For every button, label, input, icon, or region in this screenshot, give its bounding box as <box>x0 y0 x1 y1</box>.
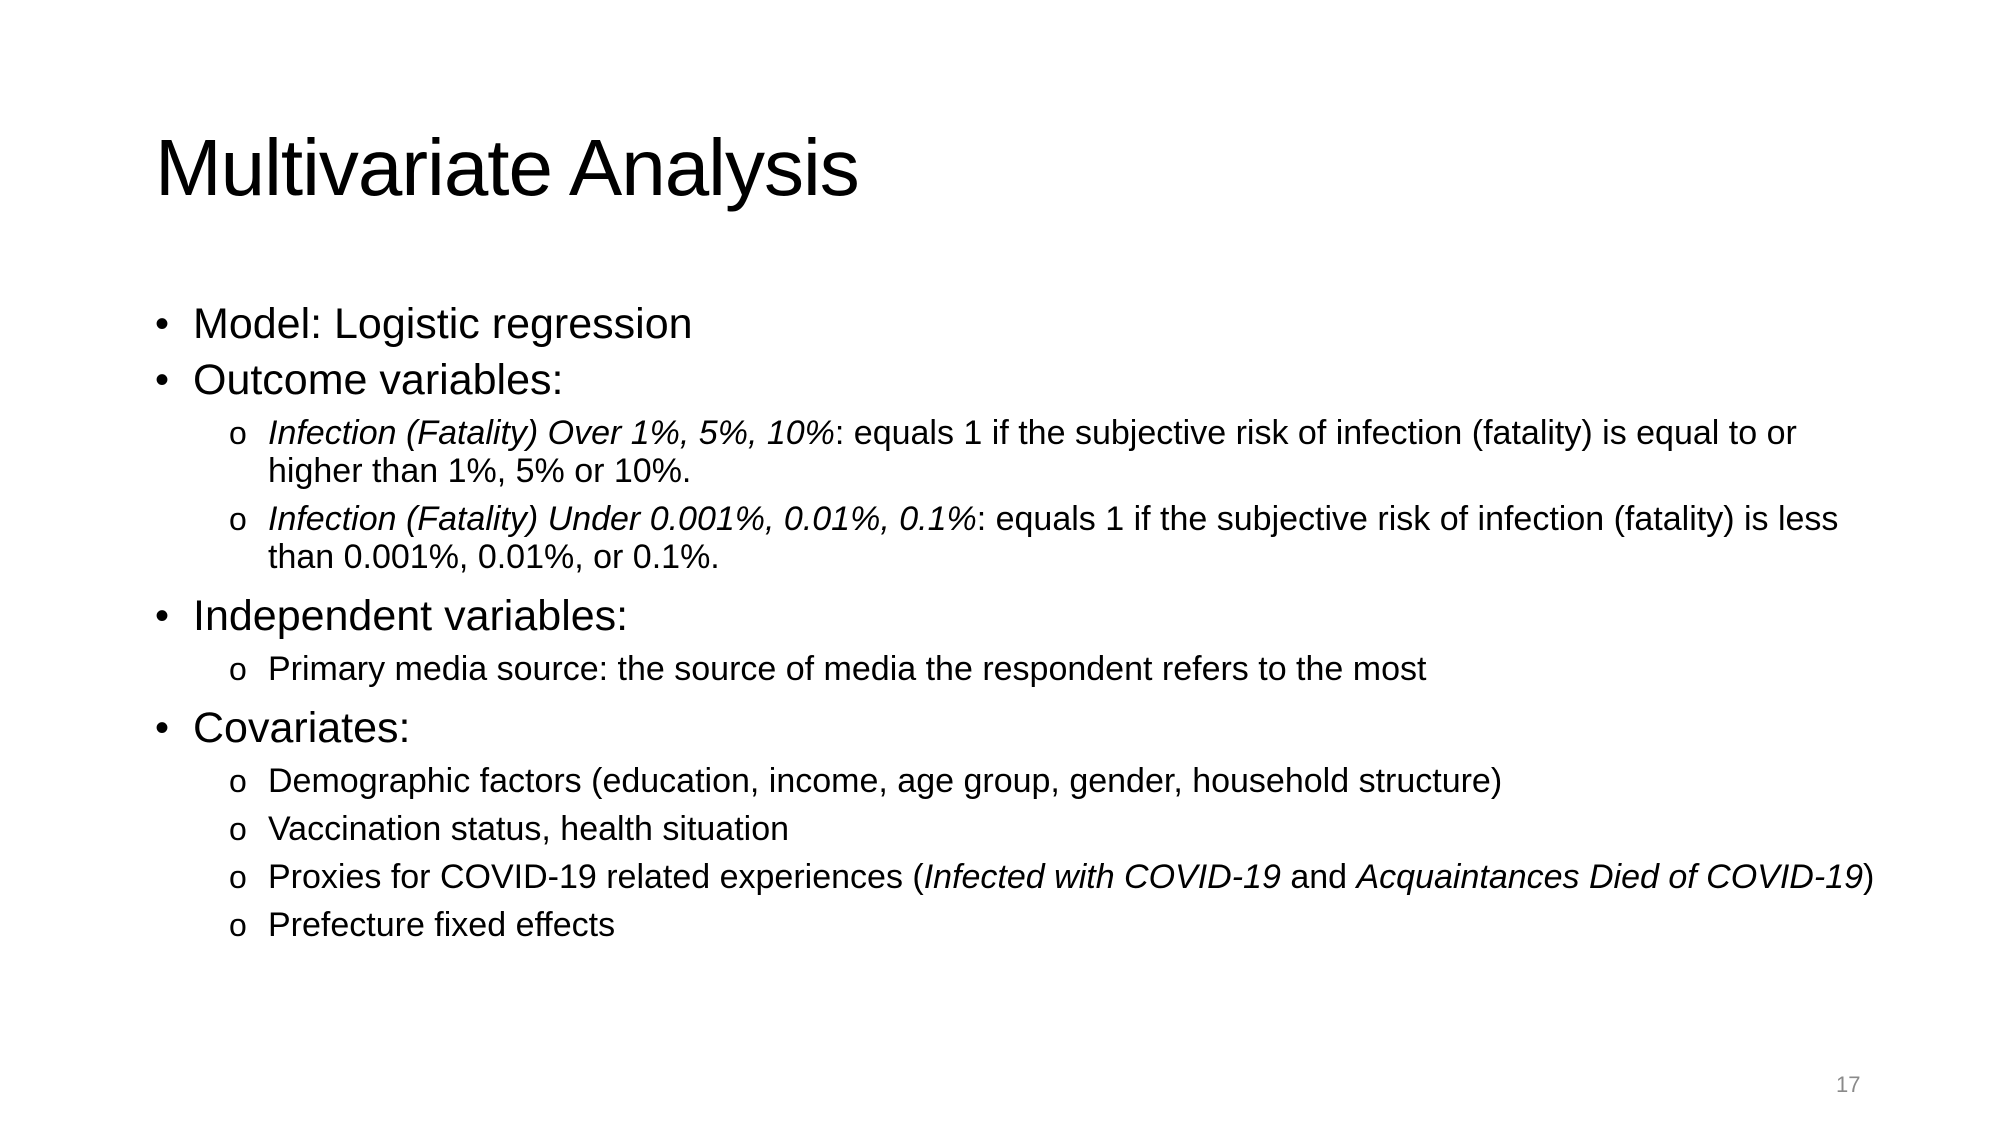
variable-definition: : equals 1 if the subjective risk of infection (fatality) is equal to or higher than 1%, 5% or 10%. <box>268 414 1797 490</box>
sub-bullet-text: Primary media source: the source of media the respondent refers to the most <box>268 650 1427 688</box>
bullet-independent-variables <box>155 588 1875 644</box>
sub-bullet-prefecture <box>155 906 1875 944</box>
variable-name: Acquaintances Died of COVID-19 <box>1356 858 1863 896</box>
sub-bullet-text: Vaccination status, health situation <box>268 810 790 848</box>
bullet-marker: • <box>155 594 170 638</box>
bullet-marker: • <box>155 358 170 402</box>
variable-name: Infection (Fatality) Under 0.001%, 0.01%, 0.1% <box>268 500 977 538</box>
slide-content <box>155 296 1875 944</box>
sub-bullet-marker: o <box>229 859 247 895</box>
bullet-covariates <box>155 700 1875 756</box>
slide-title: Multivariate Analysis <box>155 123 859 212</box>
sub-bullet-vaccination <box>155 810 1875 848</box>
sub-bullet-text: ) <box>1862 858 1875 896</box>
bullet-text: Outcome variables: <box>193 356 564 404</box>
sub-bullet-primary-media <box>155 650 1875 688</box>
bullet-marker: • <box>155 302 170 346</box>
bullet-text: Model: Logistic regression <box>193 300 693 348</box>
sub-bullet-text: Demographic factors (education, income, age group, gender, household structure) <box>268 762 1503 800</box>
bullet-text: Covariates: <box>193 704 411 752</box>
sub-bullet-marker: o <box>229 651 247 687</box>
bullet-text: Independent variables: <box>193 592 629 640</box>
bullet-outcome-variables <box>155 352 1875 408</box>
sub-bullet-marker: o <box>229 501 247 537</box>
variable-definition: : equals 1 if the subjective risk of infection (fatality) is less than 0.001%, 0.01%, or 0.1%. <box>268 500 1839 576</box>
sub-bullet-infection-under <box>155 500 1875 576</box>
sub-bullet-marker: o <box>229 415 247 451</box>
sub-bullet-text: Proxies for COVID-19 related experiences ( <box>268 858 924 896</box>
slide-page-number: 17 <box>1836 1072 1861 1097</box>
variable-name: Infected with COVID-19 <box>923 858 1281 896</box>
sub-bullet-demographic <box>155 762 1875 800</box>
sub-bullet-marker: o <box>229 811 247 847</box>
sub-bullet-text: and <box>1280 858 1357 896</box>
bullet-model <box>155 296 1875 352</box>
sub-bullet-text: Prefecture fixed effects <box>268 906 616 944</box>
sub-bullet-infection-over <box>155 414 1875 490</box>
variable-name: Infection (Fatality) Over 1%, 5%, 10% <box>268 414 835 452</box>
sub-bullet-covid-proxies <box>155 858 1875 896</box>
bullet-marker: • <box>155 706 170 750</box>
sub-bullet-marker: o <box>229 763 247 799</box>
sub-bullet-marker: o <box>229 907 247 943</box>
